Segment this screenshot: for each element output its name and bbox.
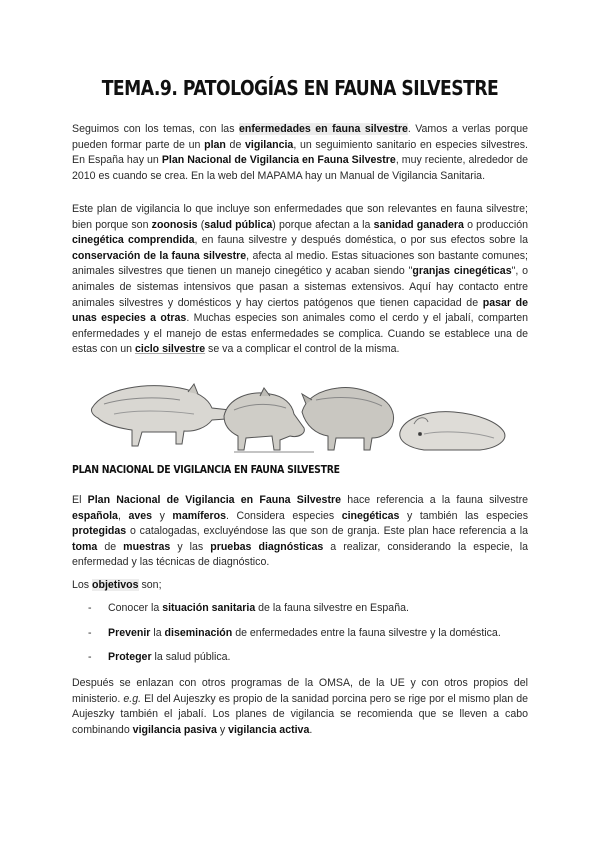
bold-term: pruebas diagnósticas [210, 540, 324, 553]
text-run: . [309, 723, 313, 736]
bold-term: toma [72, 540, 98, 553]
text-run: de [97, 540, 124, 553]
boar-sketch-1 [91, 384, 232, 446]
list-item [88, 626, 528, 642]
objetivos-paragraph [72, 578, 528, 594]
text-run: ) porque afectan a la [272, 218, 374, 231]
bold-term: sanidad ganadera [373, 218, 464, 231]
bold-term: zoonosis [151, 218, 198, 231]
bold-term: salud pública [204, 218, 273, 231]
text-run: El [72, 494, 88, 506]
text-run: ( [197, 218, 205, 231]
bold-term: Plan Nacional de Vigilancia en Fauna Silvestre [161, 154, 396, 167]
bold-term: pasar de unas especies a otras [72, 296, 528, 325]
plan-paragraph [72, 202, 528, 358]
text-run: la [150, 626, 165, 639]
dash-bullet: - [88, 626, 92, 639]
list-item [88, 650, 528, 666]
bold-term: plan [204, 138, 226, 151]
text-run: Seguimos con los temas, con las [72, 123, 239, 135]
text-run: y las [170, 540, 211, 553]
bold-term: granjas cinegéticas [412, 265, 512, 278]
text-run: Conocer la [108, 602, 163, 614]
text-run: . Considera especies [226, 509, 342, 522]
text-run: , muy reciente, alrededor de 2010 es cuando se crea. En la web del MAPAMA hay un Manual de Vigilancia Sanitaria. [72, 154, 529, 182]
wild-boar-illustration [84, 374, 516, 456]
bold-term: vigilancia [245, 138, 294, 151]
text-run: y también las especies [399, 509, 528, 522]
bold-term: conservación de la fauna silvestre [72, 249, 247, 262]
bold-term: Plan Nacional de Vigilancia en Fauna Silvestre [87, 494, 341, 506]
text-run: la salud pública. [151, 651, 231, 664]
bold-term: diseminación [164, 626, 233, 639]
programas-paragraph [72, 676, 528, 738]
text-run: , en fauna silvestre y después doméstica, o por sus efectos sobre la [194, 234, 529, 247]
bold-term: vigilancia activa [228, 723, 310, 736]
bold-term: ciclo silvestre [135, 343, 206, 356]
bold-term: muestras [123, 540, 171, 553]
text-run: ", o animales de sistemas intensivos que pasan a sistemas extensivos. Aquí hay contacto entre animales silvestres y domésticos y hay ciertos patógenos que tienen capacidad de [72, 265, 528, 309]
text-run: Los [72, 579, 93, 591]
plan-nacional-paragraph [72, 493, 528, 571]
bold-term: Proteger [108, 651, 152, 664]
text-run: de enfermedades entre la fauna silvestre y la doméstica. [232, 626, 501, 639]
bold-term: aves [128, 509, 153, 522]
text-run: y [152, 509, 173, 522]
text-run: El del Aujeszky es propio de la sanidad porcina pero se rige por el mismo plan de Aujeszky también el jabalí. Los planes de vigilancia se recomienda que se lleven a cabo combinando [72, 692, 528, 736]
text-run: o producción [463, 218, 528, 231]
text-run: son; [138, 579, 162, 591]
bold-term: enfermedades en fauna silvestre [238, 123, 408, 135]
text-run: . Muchas especies son animales como el cerdo y el jabalí, comparten enfermedades y el manejo de estas enfermedades se complica. Cuando se establece una de estas con un [72, 312, 529, 356]
section-heading: PLAN NACIONAL DE VIGILANCIA EN FAUNA SILVESTRE [72, 464, 340, 476]
list-item [88, 601, 528, 617]
bold-term: cinegética comprendida [72, 234, 195, 247]
text-run: a realizar, considerando la especie, la enfermedad y las técnicas de diagnóstico. [72, 540, 529, 569]
boar-sketch-4 [400, 412, 505, 450]
boar-sketch-2 [224, 388, 314, 452]
bold-term: objetivos [92, 579, 139, 591]
text-run: Este plan de vigilancia lo que incluye son enfermedades que son relevantes en fauna silvestre; bien porque son [72, 203, 528, 231]
text-run: se va a complicar el control de la misma. [205, 343, 400, 356]
dash-bullet: - [88, 651, 92, 664]
text-run: o catalogadas, excluyéndose las que son de granja. Este plan hace referencia a la [126, 525, 528, 538]
text-run: de [225, 138, 246, 151]
text-run: , [117, 509, 129, 522]
objectives-list [88, 601, 528, 675]
dash-bullet: - [88, 602, 92, 614]
text-run: , afecta al medio. Estas situaciones son bastante comunes; animales silvestres que tienen un manejo cinegético y acaban siendo " [72, 249, 528, 278]
text-run: y [216, 723, 229, 736]
bold-term: cinegéticas [341, 509, 400, 522]
italic-term: e.g. [123, 692, 142, 705]
bold-term: situación sanitaria [162, 602, 256, 614]
intro-paragraph [72, 122, 528, 184]
text-run: hace referencia a la fauna silvestre [340, 494, 528, 506]
page-title: TEMA.9. PATOLOGÍAS EN FAUNA SILVESTRE [101, 76, 499, 100]
text-run: . Vamos a verlas porque pueden formar parte de un [72, 123, 528, 151]
boar-sketch-3 [302, 388, 394, 451]
bold-term: Prevenir [108, 626, 151, 639]
bold-term: vigilancia pasiva [132, 723, 217, 736]
bold-term: protegidas [72, 525, 127, 538]
bold-term: mamíferos [172, 509, 227, 522]
text-run: Después se enlazan con otros programas de la OMSA, de la UE y con otros propios del ministerio. [72, 677, 528, 705]
bold-term: española [72, 509, 118, 522]
text-run: , un seguimiento sanitario en especies silvestres. En España hay un [72, 138, 529, 167]
text-run: de la fauna silvestre en España. [255, 602, 409, 614]
